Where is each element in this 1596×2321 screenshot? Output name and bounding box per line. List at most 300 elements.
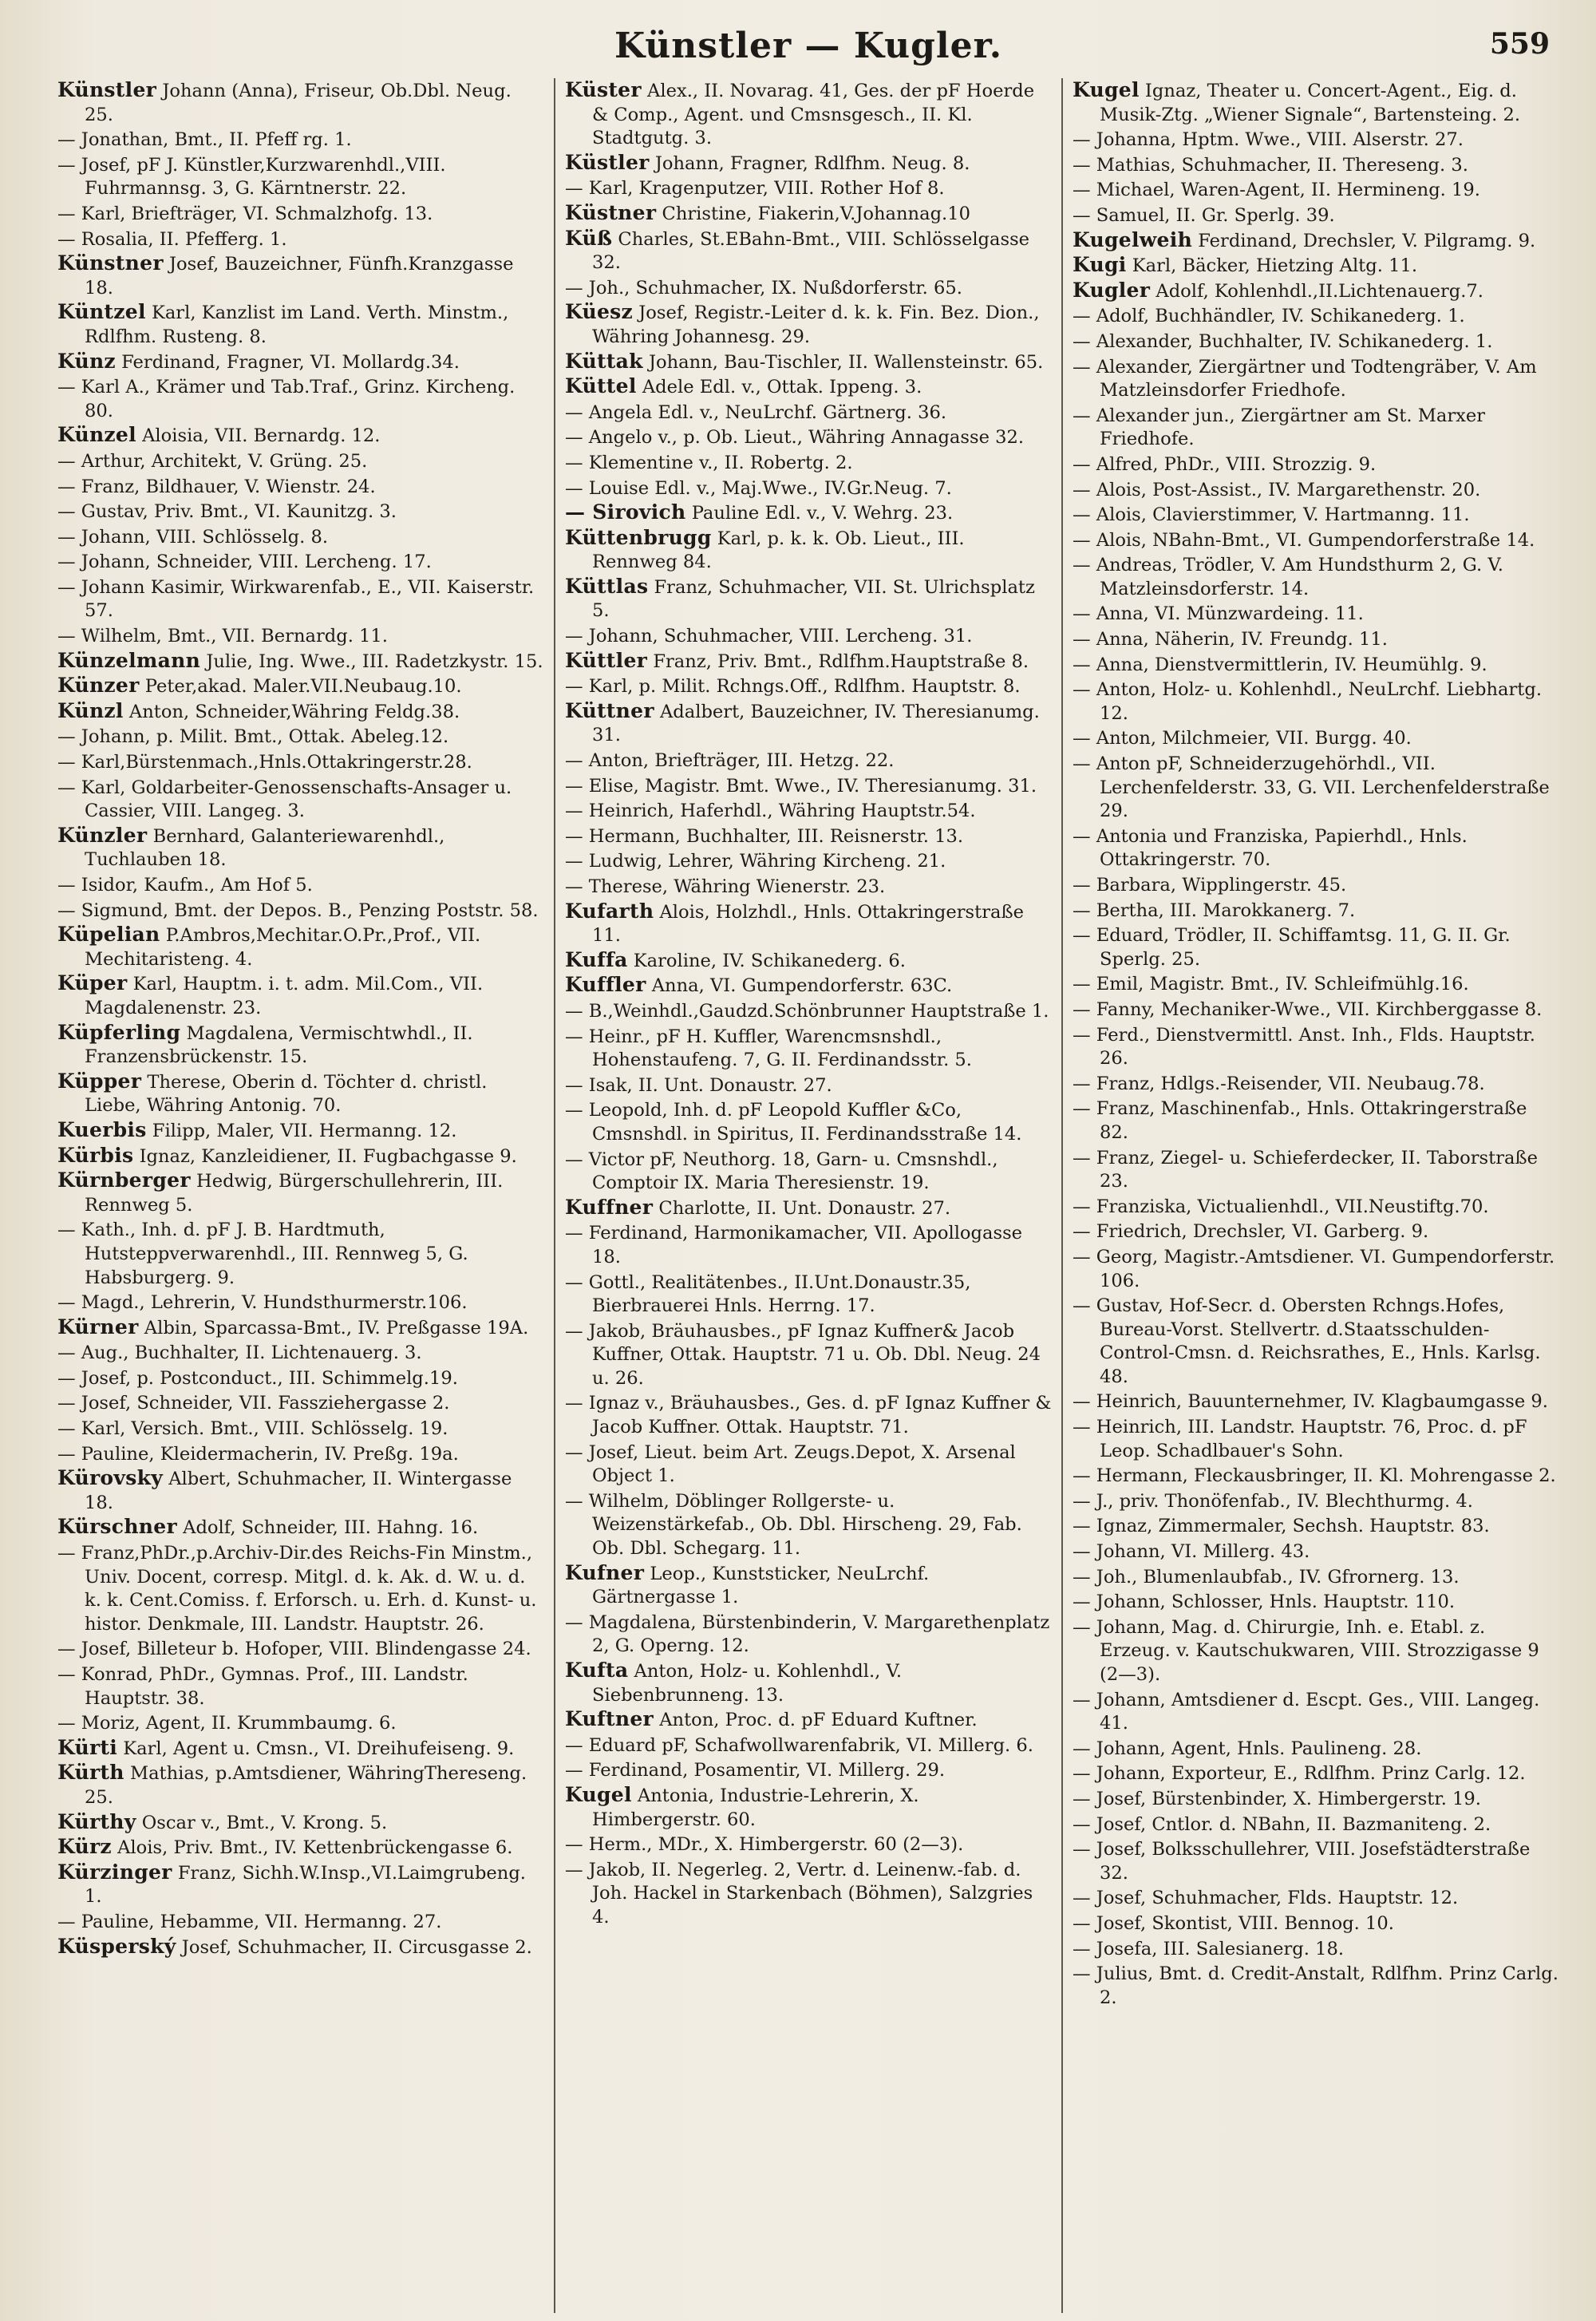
entry-headword: Kürthy xyxy=(57,1809,136,1833)
entry-text: Oscar v., Bmt., V. Krong. 5. xyxy=(136,1812,388,1833)
entry-text: — Josef, p. Postconduct., III. Schimmelg.19. xyxy=(57,1367,458,1389)
directory-entry xyxy=(1073,1022,1559,1071)
entry-text: Johann (Anna), Friseur, Ob.Dbl. Neug. 25. xyxy=(85,81,512,125)
directory-entry xyxy=(1073,1489,1559,1514)
entry-text: Albert, Schuhmacher, II. Wintergasse 18. xyxy=(85,1469,512,1513)
directory-entry xyxy=(57,1390,544,1416)
entry-text: Therese, Oberin d. Töchter d. christl. Liebe, Währing Antonig. 70. xyxy=(85,1071,488,1117)
entry-headword: Küstner xyxy=(565,200,657,224)
directory-entry xyxy=(1073,1414,1559,1463)
directory-entry xyxy=(1073,329,1559,354)
directory-entry xyxy=(565,275,1052,301)
directory-entry xyxy=(1073,1687,1559,1736)
column-left xyxy=(48,78,554,2313)
entry-text: — Klementine v., II. Robertg. 2. xyxy=(565,452,853,473)
entry-headword: Küttlas xyxy=(565,574,649,598)
entry-headword: Küpper xyxy=(57,1069,142,1093)
directory-entry xyxy=(57,1761,544,1809)
directory-entry xyxy=(57,1636,544,1662)
entry-text: — Franz, Hdlgs.-Reisender, VII. Neubaug.78. xyxy=(1073,1073,1485,1094)
entry-headword: Kürbis xyxy=(57,1143,134,1167)
directory-entry xyxy=(1073,152,1559,178)
entry-text: Karl, Hauptm. i. t. adm. Mil.Com., VII. Magdalenenstr. 23. xyxy=(85,974,484,1018)
entry-text: — Josef, Bolksschullehrer, VIII. Josefstädterstraße 32. xyxy=(1073,1839,1531,1884)
directory-entry xyxy=(565,1196,1052,1221)
directory-entry xyxy=(565,400,1052,425)
column-right xyxy=(1061,78,1569,2313)
directory-entry xyxy=(57,674,544,699)
directory-entry xyxy=(1073,1145,1559,1194)
entry-text: — Karl A., Krämer und Tab.Traf., Grinz. Kircheng. 80. xyxy=(57,377,516,421)
directory-entry xyxy=(1073,127,1559,152)
entry-headword: Kuffler xyxy=(565,973,646,997)
directory-entry xyxy=(1073,601,1559,627)
directory-entry xyxy=(565,227,1052,275)
directory-entry xyxy=(57,971,544,1020)
entry-headword: — Sirovich xyxy=(565,500,686,524)
entry-headword: Kugi xyxy=(1073,253,1127,277)
directory-entry xyxy=(1073,1463,1559,1489)
running-title: Künstler — Kugler. xyxy=(614,26,1003,66)
entry-text: — Angela Edl. v., NeuLrchf. Gärtnerg. 36. xyxy=(565,401,947,423)
entry-text: Ignaz, Theater u. Concert-Agent., Eig. d. Musik-Ztg. „Wiener Signale“, Bartensteing. 2. xyxy=(1100,81,1521,125)
directory-entry xyxy=(57,575,544,623)
directory-entry xyxy=(57,1736,544,1762)
entry-headword: Küttner xyxy=(565,698,654,722)
entry-text: — Emil, Magistr. Bmt., IV. Schleifmühlg.16. xyxy=(1073,974,1469,995)
entry-text: Josef, Bauzeichner, Fünfh.Kranzgasse 18. xyxy=(85,254,514,299)
directory-entry xyxy=(565,1733,1052,1758)
entry-text: Aloisia, VII. Bernardg. 12. xyxy=(136,425,381,447)
directory-entry xyxy=(565,1319,1052,1391)
directory-entry xyxy=(565,973,1052,998)
directory-entry xyxy=(57,1144,544,1169)
entry-headword: Kufarth xyxy=(565,899,654,923)
directory-entry xyxy=(1073,627,1559,652)
entry-text: — Gustav, Hof-Secr. d. Obersten Rchngs.Hofes, Bureau-Vorst. Stellvertr. d.Staatsschulden-Control-Cmsn. d. Reichsrathes, E., Hnls. Karlsg. 48. xyxy=(1073,1295,1541,1387)
entry-text: — Karl, p. Milit. Rchngs.Off., Rdlfhm. Hauptstr. 8. xyxy=(565,676,1021,698)
entry-text: Charlotte, II. Unt. Donaustr. 27. xyxy=(653,1197,951,1219)
directory-entry xyxy=(565,575,1052,623)
entry-headword: Küß xyxy=(565,226,613,250)
entry-text: — Friedrich, Drechsler, VI. Garberg. 9. xyxy=(1073,1221,1429,1243)
directory-entry xyxy=(1073,1589,1559,1615)
entry-text: Hedwig, Bürgerschullehrerin, III. Rennweg 5. xyxy=(85,1171,504,1216)
directory-entry xyxy=(1073,1219,1559,1244)
entry-text: — Kath., Inh. d. pF J. B. Hardtmuth, Hutsteppverwarenhdl., III. Rennweg 5, G. Habsburgerg. 9. xyxy=(57,1220,468,1288)
entry-text: Ignaz, Kanzleidiener, II. Fugbachgasse 9. xyxy=(133,1145,517,1167)
entry-headword: Künstler xyxy=(57,78,157,101)
directory-entry xyxy=(565,773,1052,799)
entry-text: — Mathias, Schuhmacher, II. Thereseng. 3. xyxy=(1073,154,1468,176)
entry-headword: Küesz xyxy=(565,300,634,324)
entry-text: — Therese, Währing Wienerstr. 23. xyxy=(565,876,886,897)
directory-entry xyxy=(57,1070,544,1118)
entry-text: — Johann, p. Milit. Bmt., Ottak. Abeleg.12. xyxy=(57,726,449,748)
entry-headword: Küper xyxy=(57,971,128,995)
directory-entry xyxy=(565,874,1052,900)
entry-text: — Alfred, PhDr., VIII. Strozzig. 9. xyxy=(1073,453,1377,475)
directory-entry xyxy=(1073,1786,1559,1812)
directory-entry xyxy=(1073,1885,1559,1911)
directory-entry xyxy=(1073,1564,1559,1590)
entry-text: — Joh., Schuhmacher, IX. Nußdorferstr. 65. xyxy=(565,277,962,299)
entry-text: Charles, St.EBahn-Bmt., VIII. Schlösselgasse 32. xyxy=(592,228,1030,274)
page-header xyxy=(48,21,1569,78)
directory-entry xyxy=(1073,1293,1559,1389)
directory-entry xyxy=(1073,228,1559,254)
entry-text: — Michael, Waren-Agent, II. Hermineng. 19. xyxy=(1073,180,1480,201)
entry-text: — Gottl., Realitätenbes., II.Unt.Donaustr.35, Bierbrauerei Hnls. Herrng. 17. xyxy=(565,1271,971,1317)
entry-headword: Kugel xyxy=(565,1782,632,1806)
entry-headword: Künzer xyxy=(57,674,140,698)
entry-text: — Jonathan, Bmt., II. Pfeff rg. 1. xyxy=(57,129,352,151)
entry-text: — Ferdinand, Harmonikamacher, VII. Apollogasse 18. xyxy=(565,1223,1023,1267)
entry-text: Peter,akad. Maler.VII.Neubaug.10. xyxy=(139,676,462,698)
entry-text: — Johanna, Hptm. Wwe., VIII. Alserstr. 27. xyxy=(1073,129,1464,151)
directory-entry xyxy=(1073,652,1559,678)
entry-headword: Kufta xyxy=(565,1659,629,1682)
directory-entry xyxy=(1073,751,1559,824)
directory-entry xyxy=(57,1515,544,1540)
directory-entry xyxy=(565,1489,1052,1561)
directory-entry xyxy=(57,127,544,152)
directory-entry xyxy=(57,1118,544,1144)
entry-headword: Kufner xyxy=(565,1560,645,1584)
entry-text: Adolf, Kohlenhdl.,II.Lichtenauerg.7. xyxy=(1150,280,1483,302)
entry-text: — Anna, Näherin, IV. Freundg. 11. xyxy=(1073,629,1388,650)
directory-entry xyxy=(565,1707,1052,1733)
directory-entry xyxy=(565,1073,1052,1098)
entry-text: Anton, Schneider,Währing Feldg.38. xyxy=(123,701,460,722)
entry-text: Antonia, Industrie-Lehrerin, X. Himbergerstr. 60. xyxy=(592,1785,919,1830)
directory-entry xyxy=(57,623,544,649)
entry-text: — Angelo v., p. Ob. Lieut., Währing Annagasse 32. xyxy=(565,427,1025,449)
directory-entry xyxy=(565,350,1052,375)
directory-entry xyxy=(565,1832,1052,1857)
entry-text: — J., priv. Thonöfenfab., IV. Blechthurmg. 4. xyxy=(1073,1490,1473,1512)
directory-entry xyxy=(57,1710,544,1736)
entry-text: — Johann, Schlosser, Hnls. Hauptstr. 110. xyxy=(1073,1591,1456,1613)
entry-text: Franz, Priv. Bmt., Rdlfhm.Hauptstraße 8. xyxy=(647,650,1029,672)
entry-text: — Gustav, Priv. Bmt., VI. Kaunitzg. 3. xyxy=(57,501,397,523)
entry-text: — Franz, Ziegel- u. Schieferdecker, II. Taborstraße 23. xyxy=(1073,1147,1538,1192)
directory-entry xyxy=(57,775,544,824)
directory-entry xyxy=(565,699,1052,748)
entry-text: — Johann, Mag. d. Chirurgie, Inh. e. Etabl. z. Erzeug. v. Kautschukwaren, VIII. Strozzigasse 9 (2—3). xyxy=(1073,1616,1539,1685)
directory-entry xyxy=(565,1270,1052,1319)
entry-text: — Josef, Skontist, VIII. Bennog. 10. xyxy=(1073,1912,1394,1934)
entry-text: Anna, VI. Gumpendorferstr. 63C. xyxy=(646,975,953,997)
entry-text: Ferdinand, Fragner, VI. Mollardg.34. xyxy=(115,351,460,373)
entry-text: — Arthur, Architekt, V. Grüng. 25. xyxy=(57,450,368,472)
entry-headword: Küpferling xyxy=(57,1020,181,1044)
directory-entry xyxy=(1073,1615,1559,1687)
directory-entry xyxy=(57,300,544,349)
entry-text: — Ludwig, Lehrer, Währing Kircheng. 21. xyxy=(565,851,946,872)
directory-entry xyxy=(57,1366,544,1391)
directory-entry xyxy=(565,1220,1052,1269)
directory-entry xyxy=(1073,872,1559,898)
directory-entry xyxy=(565,824,1052,849)
entry-text: — Karl, Goldarbeiter-Genossenschafts-Ansager u. Cassier, VIII. Langeg. 3. xyxy=(57,777,512,822)
directory-entry xyxy=(565,674,1052,699)
directory-entry xyxy=(57,474,544,500)
directory-entry xyxy=(57,201,544,227)
directory-entry xyxy=(565,748,1052,773)
entry-text: — Johann, VI. Millerg. 43. xyxy=(1073,1541,1310,1563)
directory-entry xyxy=(57,78,544,127)
entry-text: — Josef, Billeteur b. Hofoper, VIII. Blindengasse 24. xyxy=(57,1639,531,1660)
entry-text: — Karl, Versich. Bmt., VIII. Schlösselg. 19. xyxy=(57,1418,448,1440)
entry-text: — B.,Weinhdl.,Gaudzd.Schönbrunner Hauptstraße 1. xyxy=(565,1000,1049,1022)
entry-text: — Franz, Maschinenfab., Hnls. Ottakringerstraße 82. xyxy=(1073,1098,1527,1143)
entry-headword: Küsperský xyxy=(57,1934,176,1958)
directory-entry xyxy=(1073,303,1559,329)
entry-text: — Aug., Buchhalter, II. Lichtenauerg. 3. xyxy=(57,1342,422,1364)
page-number: 559 xyxy=(1489,27,1550,61)
entry-text: — Johann, VIII. Schlösselg. 8. xyxy=(57,526,329,548)
directory-entry xyxy=(565,1024,1052,1073)
directory-entry xyxy=(57,1021,544,1070)
entry-text: — Alexander jun., Ziergärtner am St. Marxer Friedhofe. xyxy=(1073,405,1486,450)
entry-text: Adolf, Schneider, III. Hahng. 16. xyxy=(176,1517,479,1539)
entry-text: — Wilhelm, Bmt., VII. Bernardg. 11. xyxy=(57,626,388,647)
directory-entry xyxy=(1073,452,1559,477)
directory-entry xyxy=(565,900,1052,948)
entry-text: Franz, Sichh.W.Insp.,VI.Laimgrubeng. 1. xyxy=(85,1862,526,1908)
directory-entry xyxy=(1073,824,1559,872)
directory-entry xyxy=(565,623,1052,649)
directory-entry xyxy=(565,500,1052,526)
directory-entry xyxy=(565,1783,1052,1832)
entry-headword: Küttak xyxy=(565,349,643,373)
entry-text: — Johann, Amtsdiener d. Escpt. Ges., VIII. Langeg. 41. xyxy=(1073,1689,1540,1734)
entry-headword: Kugel xyxy=(1073,78,1140,101)
entry-headword: Künzelmann xyxy=(57,648,201,672)
entry-headword: Kuerbis xyxy=(57,1117,147,1141)
directory-entry xyxy=(57,1935,544,1960)
directory-entry xyxy=(565,848,1052,874)
entry-headword: Kürzinger xyxy=(57,1860,172,1884)
entry-text: Johann, Fragner, Rdlfhm. Neug. 8. xyxy=(649,152,970,174)
entry-text: Anton, Proc. d. pF Eduard Kuftner. xyxy=(654,1710,978,1731)
directory-entry xyxy=(57,1217,544,1290)
entry-headword: Kürschner xyxy=(57,1515,177,1539)
directory-entry xyxy=(57,1860,544,1909)
entry-text: — Herm., MDr., X. Himbergerstr. 60 (2—3). xyxy=(565,1834,964,1856)
directory-entry xyxy=(565,1390,1052,1439)
entry-text: Josef, Schuhmacher, II. Circusgasse 2. xyxy=(176,1936,532,1958)
entry-text: Mathias, p.Amtsdiener, WähringThereseng. 25. xyxy=(85,1763,527,1808)
entry-text: — Eduard, Trödler, II. Schiffamtsg. 11, G. II. Gr. Sperlg. 25. xyxy=(1073,925,1511,970)
entry-headword: Kugler xyxy=(1073,278,1151,302)
directory-entry xyxy=(565,374,1052,400)
entry-headword: Kürz xyxy=(57,1835,112,1859)
directory-entry xyxy=(1073,1513,1559,1539)
entry-text: — Franziska, Victualienhdl., VII.Neustiftg.70. xyxy=(1073,1196,1489,1217)
entry-text: — Bertha, III. Marokkanerg. 7. xyxy=(1073,900,1356,921)
directory-entry xyxy=(1073,1961,1559,2010)
entry-headword: Küpelian xyxy=(57,923,160,947)
directory-entry xyxy=(57,374,544,423)
entry-text: Alois, Priv. Bmt., IV. Kettenbrückengasse 6. xyxy=(111,1837,513,1859)
directory-entry xyxy=(57,749,544,775)
directory-entry xyxy=(1073,997,1559,1022)
entry-headword: Kürnberger xyxy=(57,1168,191,1192)
entry-headword: Kürovsky xyxy=(57,1466,164,1490)
directory-entry xyxy=(57,1168,544,1217)
directory-entry xyxy=(57,524,544,550)
directory-entry xyxy=(565,151,1052,176)
directory-entry xyxy=(565,526,1052,575)
entry-text: Karoline, IV. Schikanederg. 6. xyxy=(627,950,906,971)
directory-entry xyxy=(1073,1736,1559,1762)
entry-headword: Kürti xyxy=(57,1735,118,1759)
directory-entry xyxy=(57,824,544,872)
entry-text: — Hermann, Fleckausbringer, II. Kl. Mohrengasse 2. xyxy=(1073,1465,1556,1487)
directory-entry xyxy=(57,1290,544,1315)
entry-text: — Johann, Exporteur, E., Rdlfhm. Prinz Carlg. 12. xyxy=(1073,1763,1526,1785)
directory-entry xyxy=(57,1662,544,1710)
entry-headword: Kürth xyxy=(57,1761,124,1785)
directory-entry xyxy=(565,1440,1052,1489)
directory-entry xyxy=(1073,971,1559,997)
entry-text: — Adolf, Buchhändler, IV. Schikanederg. 1. xyxy=(1073,306,1465,327)
directory-entry xyxy=(565,1097,1052,1146)
directory-entry xyxy=(1073,1911,1559,1936)
directory-entry xyxy=(1073,177,1559,203)
entry-text: Anton, Holz- u. Kohlenhdl., V. Siebenbrunneng. 13. xyxy=(592,1661,903,1706)
entry-text: — Anton, Briefträger, III. Hetzg. 22. xyxy=(565,750,895,772)
entry-text: — Johann Kasimir, Wirkwarenfab., E., VII. Kaiserstr. 57. xyxy=(57,576,535,622)
entry-text: — Josefa, III. Salesianerg. 18. xyxy=(1073,1938,1345,1959)
directory-entry xyxy=(565,1147,1052,1196)
entry-headword: Kuffa xyxy=(565,947,628,971)
entry-text: Karl, p. k. k. Ob. Lieut., III. Rennweg 84. xyxy=(592,528,965,573)
entry-text: — Josef, pF J. Künstler,Kurzwarenhdl.,VIII. Fuhrmannsg. 3, G. Kärntnerstr. 22. xyxy=(57,154,446,200)
directory-entry xyxy=(57,923,544,971)
entry-text: — Johann, Schuhmacher, VIII. Lercheng. 31. xyxy=(565,626,973,647)
entry-text: — Heinrich, Haferhdl., Währing Hauptstr.54. xyxy=(565,801,976,822)
entry-headword: Künzl xyxy=(57,698,124,722)
entry-text: — Franz, Bildhauer, V. Wienstr. 24. xyxy=(57,476,376,497)
entry-text: — Josef, Schneider, VII. Fassziehergasse 2. xyxy=(57,1393,450,1414)
entry-headword: Kuftner xyxy=(565,1707,654,1731)
entry-text: Julie, Ing. Wwe., III. Radetzkystr. 15. xyxy=(200,650,543,672)
entry-text: — Alois, Clavierstimmer, V. Hartmanng. 11. xyxy=(1073,504,1470,526)
entry-text: — Antonia und Franziska, Papierhdl., Hnls. Ottakringerstr. 70. xyxy=(1073,825,1468,871)
entry-headword: Künzler xyxy=(57,823,148,847)
entry-headword: Küstler xyxy=(565,150,650,174)
directory-entry xyxy=(565,1857,1052,1930)
entry-text: — Georg, Magistr.-Amtsdiener. VI. Gumpendorferstr. 106. xyxy=(1073,1246,1555,1291)
entry-text: — Wilhelm, Döblinger Rollgerste- u. Weizenstärkefab., Ob. Dbl. Hirscheng. 29, Fab. Ob. Dbl. Schegarg. 11. xyxy=(565,1490,1022,1560)
entry-text: — Barbara, Wipplingerstr. 45. xyxy=(1073,875,1347,896)
directory-entry xyxy=(565,300,1052,349)
directory-entry xyxy=(57,699,544,725)
directory-entry xyxy=(57,898,544,923)
entry-text: — Fanny, Mechaniker-Wwe., VII. Kirchberggasse 8. xyxy=(1073,998,1543,1020)
directory-entry xyxy=(1073,1194,1559,1220)
entry-text: — Ignaz, Zimmermaler, Sechsh. Hauptstr. 83. xyxy=(1073,1516,1490,1537)
directory-entry xyxy=(57,1540,544,1636)
entry-text: Karl, Agent u. Cmsn., VI. Dreihufeiseng. 9. xyxy=(117,1738,515,1759)
entry-text: — Hermann, Buchhalter, III. Reisnerstr. 13. xyxy=(565,825,964,847)
entry-text: — Josef, Cntlor. d. NBahn, II. Bazmaniteng. 2. xyxy=(1073,1813,1491,1835)
entry-text: — Victor pF, Neuthorg. 18, Garn- u. Cmsnshdl., Comptoir IX. Maria Theresienstr. 19. xyxy=(565,1149,998,1194)
entry-text: — Karl, Kragenputzer, VIII. Rother Hof 8. xyxy=(565,178,945,200)
directory-entry xyxy=(57,649,544,674)
directory-entry xyxy=(1073,528,1559,553)
entry-text: — Joh., Blumenlaubfab., IV. Gfrornerg. 13. xyxy=(1073,1566,1460,1588)
entry-text: — Alois, Post-Assist., IV. Margarethenstr. 20. xyxy=(1073,479,1481,500)
entry-text: — Johann, Schneider, VIII. Lercheng. 17. xyxy=(57,552,432,573)
entry-text: — Franz,PhDr.,p.Archiv-Dir.des Reichs-Fin Minstm., Univ. Docent, corresp. Mitgl. d. k. Ak. d. W. u. d. k. k. Cent.Comiss. f. Erforsch. u. Erh. d. Kunst- u. histor. Denkmale, III. Landstr. Hauptstr. 26. xyxy=(57,1543,537,1635)
directory-entry xyxy=(1073,923,1559,971)
entry-text: — Pauline, Kleidermacherin, IV. Preßg. 19a. xyxy=(57,1443,459,1465)
entry-text: — Julius, Bmt. d. Credit-Anstalt, Rdlfhm. Prinz Carlg. 2. xyxy=(1073,1963,1558,2008)
entry-text: — Jakob, II. Negerleg. 2, Vertr. d. Leinenw.-fab. d. Joh. Hackel in Starkenbach (Böhmen), Salzgries 4. xyxy=(565,1859,1033,1928)
entry-text: — Anton, Holz- u. Kohlenhdl., NeuLrchf. Liebhartg. 12. xyxy=(1073,679,1542,724)
directory-entry xyxy=(1073,677,1559,726)
columns xyxy=(48,78,1569,2313)
directory-entry xyxy=(565,948,1052,974)
entry-headword: Kugelweih xyxy=(1073,227,1193,251)
directory-entry xyxy=(1073,203,1559,228)
entry-text: — Josef, Bürstenbinder, X. Himbergerstr. 19. xyxy=(1073,1788,1481,1809)
entry-text: — Alexander, Ziergärtner und Todtengräber, V. Am Matzleinsdorfer Friedhofe. xyxy=(1073,356,1537,401)
directory-entry xyxy=(1073,1812,1559,1837)
entry-text: Filipp, Maler, VII. Hermanng. 12. xyxy=(146,1120,457,1141)
entry-text: — Anton pF, Schneiderzugehörhdl., VII. Lerchenfelderstr. 33, G. VII. Lerchenfelderstraße 29. xyxy=(1073,753,1550,822)
directory-entry xyxy=(1073,898,1559,923)
directory-entry xyxy=(57,350,544,375)
directory-entry xyxy=(565,201,1052,227)
directory-entry xyxy=(1073,1837,1559,1885)
directory-entry xyxy=(57,1441,544,1467)
entry-text: Johann, Bau-Tischler, II. Wallensteinstr. 65. xyxy=(642,351,1044,373)
directory-entry xyxy=(1073,253,1559,279)
entry-text: — Konrad, PhDr., Gymnas. Prof., III. Landstr. Hauptstr. 38. xyxy=(57,1664,468,1709)
entry-headword: Künz xyxy=(57,349,116,373)
entry-text: Bernhard, Galanteriewarenhdl., Tuchlauben 18. xyxy=(85,825,445,871)
entry-text: — Eduard pF, Schafwollwarenfabrik, VI. Millerg. 6. xyxy=(565,1734,1033,1756)
directory-entry xyxy=(1073,502,1559,528)
entry-text: — Isidor, Kaufm., Am Hof 5. xyxy=(57,875,313,896)
entry-text: Adalbert, Bauzeichner, IV. Theresianumg. 31. xyxy=(592,701,1040,746)
entry-text: — Karl, Briefträger, VI. Schmalzhofg. 13. xyxy=(57,203,433,224)
directory-entry xyxy=(565,425,1052,450)
directory-entry xyxy=(57,152,544,201)
directory-entry xyxy=(1073,279,1559,304)
entry-text: — Karl,Bürstenmach.,Hnls.Ottakringerstr.28. xyxy=(57,752,472,773)
directory-entry xyxy=(1073,354,1559,403)
entry-headword: Küttenbrugg xyxy=(565,525,712,549)
directory-entry xyxy=(1073,477,1559,503)
entry-text: P.Ambros,Mechitar.O.Pr.,Prof., VII. Mechitaristeng. 4. xyxy=(85,925,481,970)
directory-entry xyxy=(565,649,1052,674)
entry-text: Magdalena, Vermischtwhdl., II. Franzensbrückenstr. 15. xyxy=(85,1022,473,1068)
entry-text: — Heinrich, III. Landstr. Hauptstr. 76, Proc. d. pF Leop. Schadlbauer's Sohn. xyxy=(1073,1417,1527,1461)
directory-entry xyxy=(57,549,544,575)
entry-headword: Kuffner xyxy=(565,1195,654,1219)
entry-text: — Magd., Lehrerin, V. Hundsthurmerstr.106. xyxy=(57,1292,468,1314)
entry-text: — Ferd., Dienstvermittl. Anst. Inh., Flds. Hauptstr. 26. xyxy=(1073,1024,1535,1070)
directory-entry xyxy=(565,1758,1052,1783)
directory-entry xyxy=(57,1909,544,1935)
directory-entry xyxy=(57,251,544,300)
